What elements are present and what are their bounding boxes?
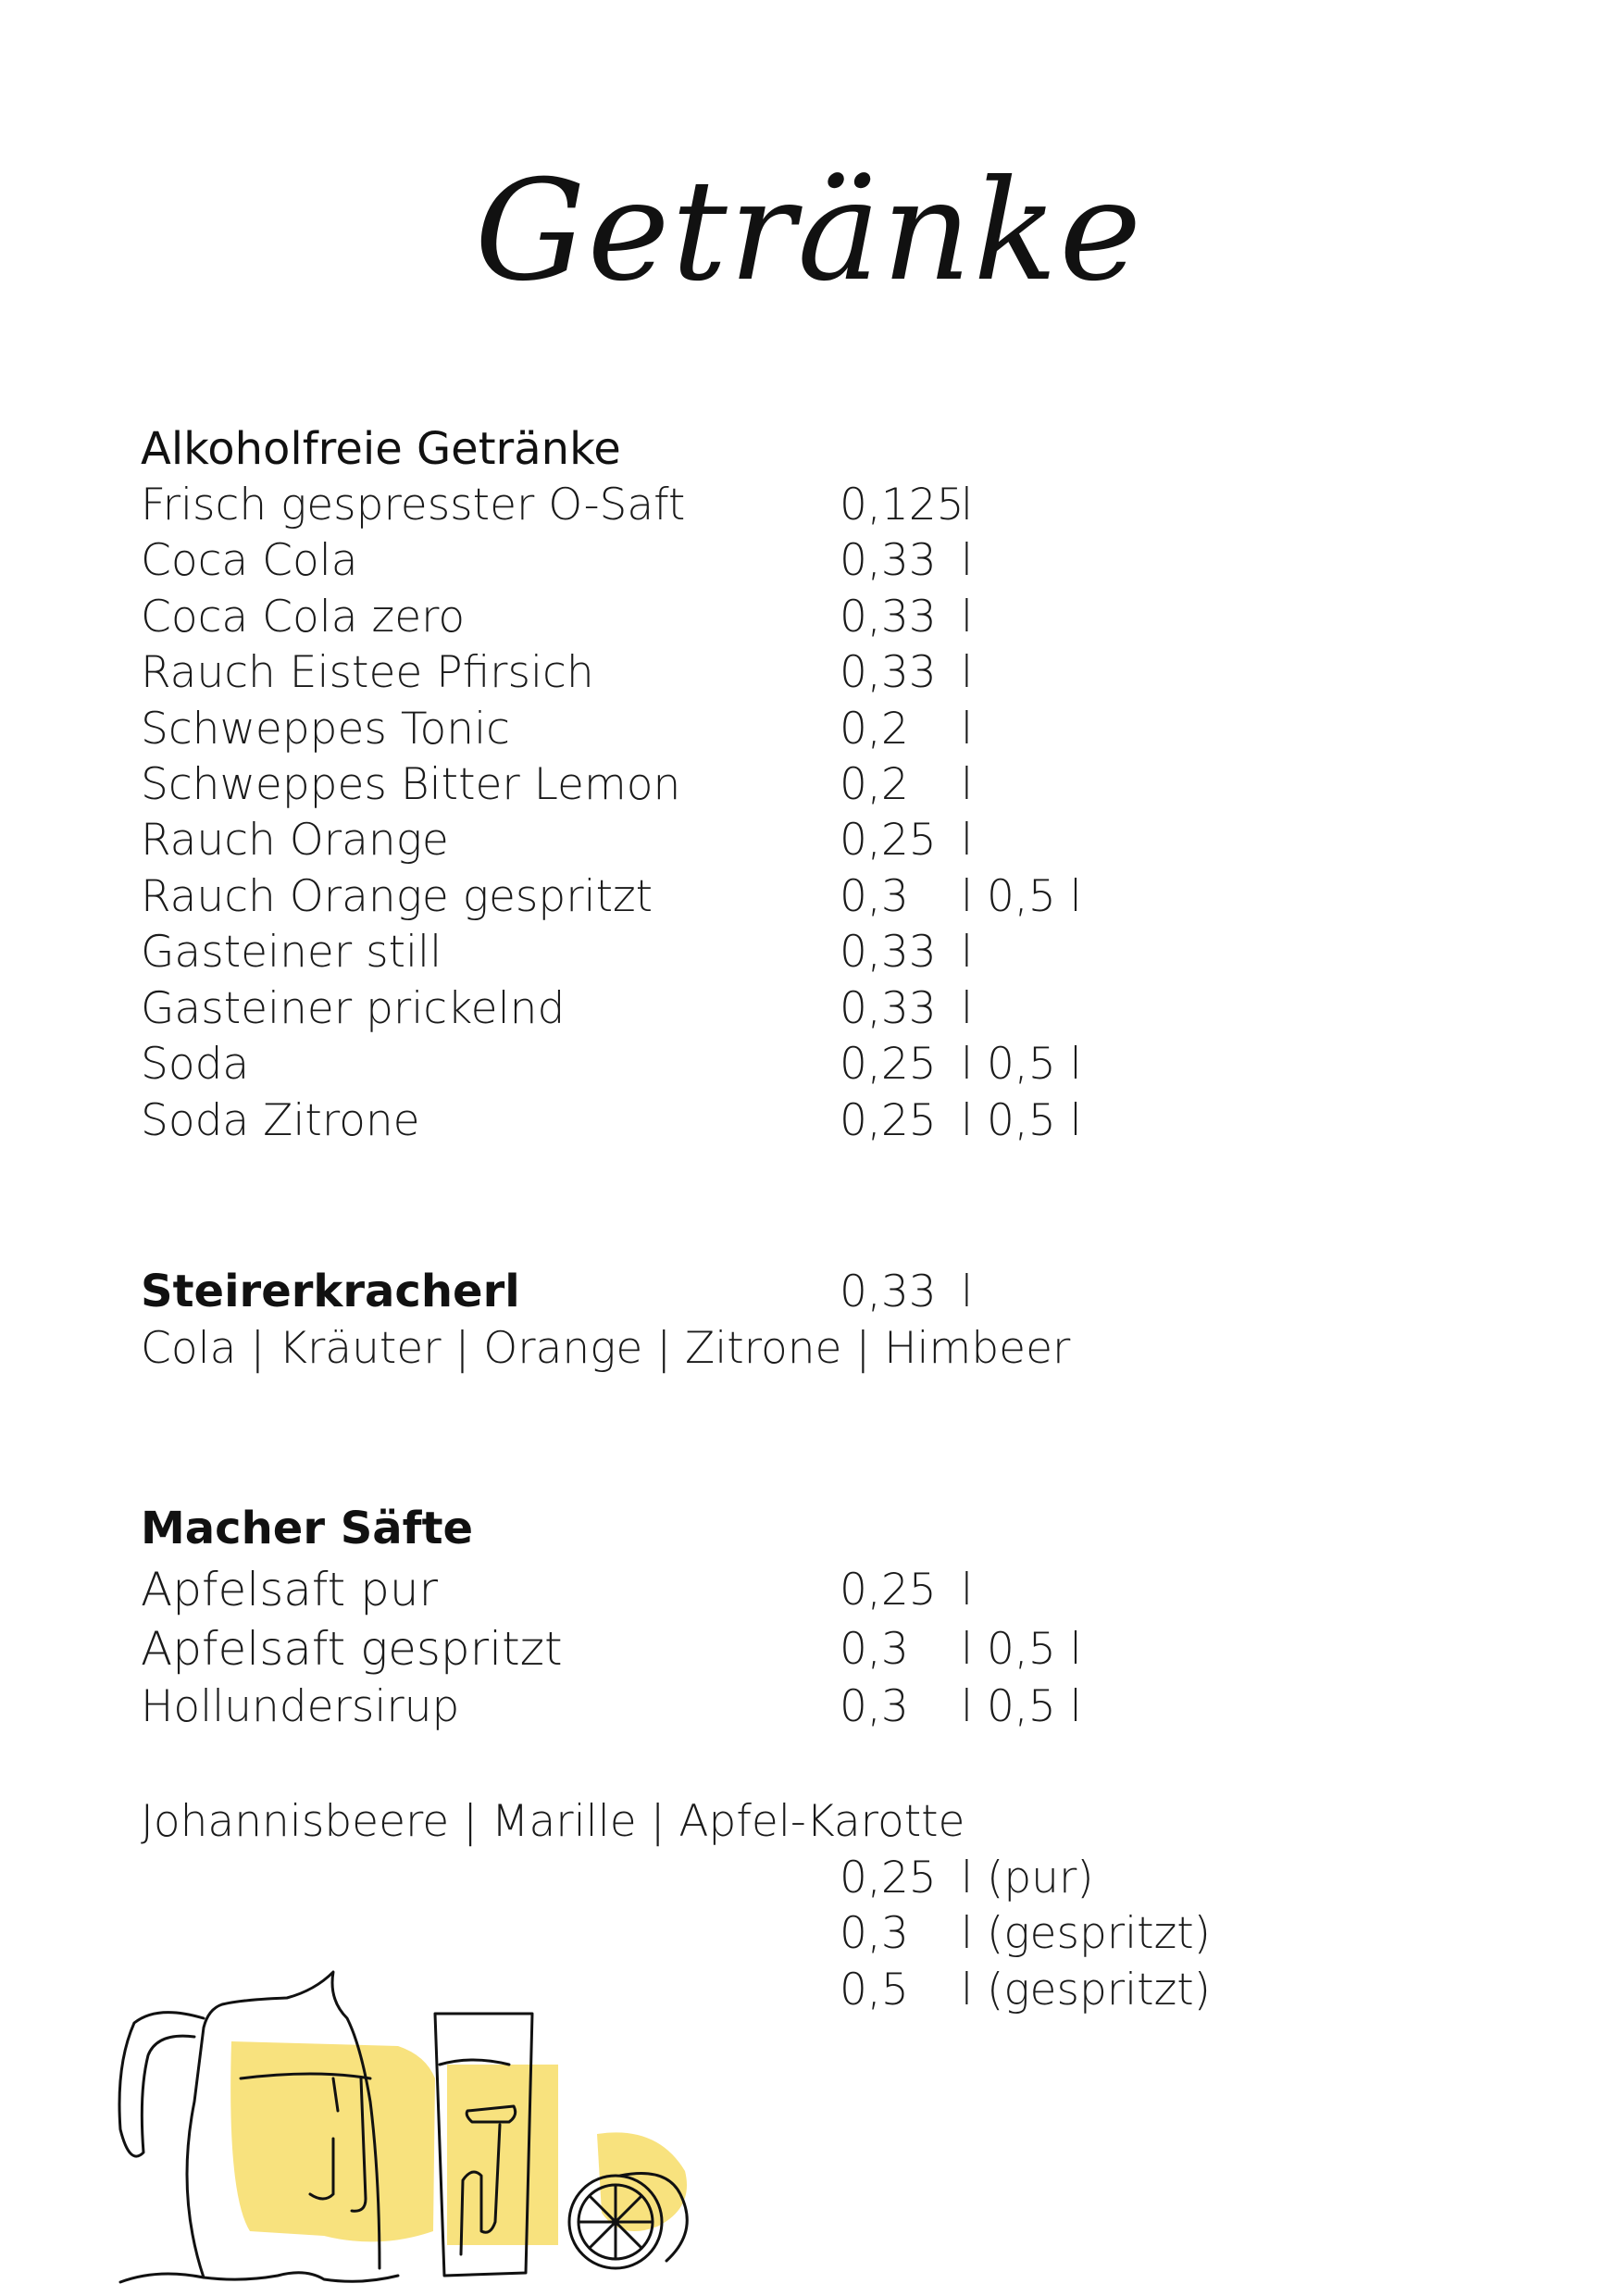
drink-unit: l 0,5 l [961, 1681, 1082, 1732]
drink-unit: l [961, 815, 974, 866]
drink-name: Rauch Orange gespritzt [141, 871, 653, 922]
page-title: Getränke [474, 151, 1144, 312]
drink-volume: 0,3 [840, 1624, 909, 1675]
drink-volume: 0,25 [840, 1565, 937, 1616]
drink-name: Gasteiner still [141, 927, 442, 978]
drink-unit: l 0,5 l [961, 871, 1082, 922]
drink-unit: l 0,5 l [961, 1624, 1082, 1675]
drink-unit: l [961, 983, 974, 1034]
drink-volume: 0,33 [840, 592, 937, 643]
section-heading-steirerkracherl: Steirerkracherl [141, 1266, 520, 1317]
drink-volume: 0,25 [840, 1039, 937, 1090]
drink-unit: l [961, 1267, 974, 1317]
size-unit: l (gespritzt) [961, 1908, 1212, 1959]
drink-name: Frisch gespresster O-Saft [141, 480, 686, 530]
drink-unit: l [961, 759, 974, 810]
drink-name: Coca Cola [141, 535, 358, 586]
drinks-illustration [102, 1916, 750, 2287]
drink-unit: l [961, 535, 974, 586]
drink-unit: l [961, 927, 974, 978]
section-heading-alkoholfrei: Alkoholfreie Getränke [141, 423, 621, 475]
drink-name: Rauch Orange [141, 815, 449, 866]
drink-name: Rauch Eistee Pfirsich [141, 647, 594, 698]
drink-volume: 0,2 [840, 759, 909, 810]
drink-name: Schweppes Bitter Lemon [141, 759, 681, 810]
yellow-fill-shapes [230, 2041, 687, 2245]
drink-unit: l [961, 704, 974, 755]
drink-name: Schweppes Tonic [141, 704, 510, 755]
drink-volume: 0,33 [840, 983, 937, 1034]
drink-name: Soda [141, 1039, 250, 1090]
drink-volume: 0,3 [840, 1681, 909, 1732]
drink-volume: 0,33 [840, 927, 937, 978]
drink-unit: l [961, 647, 974, 698]
drink-unit: l 0,5 l [961, 1039, 1082, 1090]
drink-name: Coca Cola zero [141, 592, 466, 643]
drink-name: Apfelsaft pur [141, 1563, 439, 1616]
size-unit: l (gespritzt) [961, 1965, 1212, 2015]
drink-volume: 0,3 [840, 871, 909, 922]
drink-unit: l [961, 480, 974, 530]
drink-unit: l 0,5 l [961, 1095, 1082, 1146]
drink-volume: 0,2 [840, 704, 909, 755]
size-volume: 0,25 [840, 1853, 937, 1903]
drink-name: Soda Zitrone [141, 1095, 420, 1146]
size-volume: 0,3 [840, 1908, 909, 1959]
drink-name: Hollundersirup [141, 1681, 460, 1732]
section-heading-macher: Macher Säfte [141, 1503, 474, 1554]
drink-name: Gasteiner prickelnd [141, 983, 566, 1034]
drink-volume: 0,25 [840, 815, 937, 866]
drink-volume: 0,33 [840, 1267, 937, 1317]
size-unit: l (pur) [961, 1853, 1094, 1903]
flavor-list-macher: Johannisbeere | Marille | Apfel-Karotte [141, 1796, 965, 1847]
drink-unit: l [961, 1565, 974, 1616]
drink-volume: 0,33 [840, 535, 937, 586]
drink-unit: l [961, 592, 974, 643]
flavor-list-steirerkracherl: Cola | Kräuter | Orange | Zitrone | Himbeer [141, 1323, 1071, 1374]
drink-volume: 0,33 [840, 647, 937, 698]
size-volume: 0,5 [840, 1965, 909, 2015]
drink-volume: 0,125 [840, 480, 965, 530]
drink-volume: 0,25 [840, 1095, 937, 1146]
drink-name: Apfelsaft gespritzt [141, 1622, 563, 1676]
